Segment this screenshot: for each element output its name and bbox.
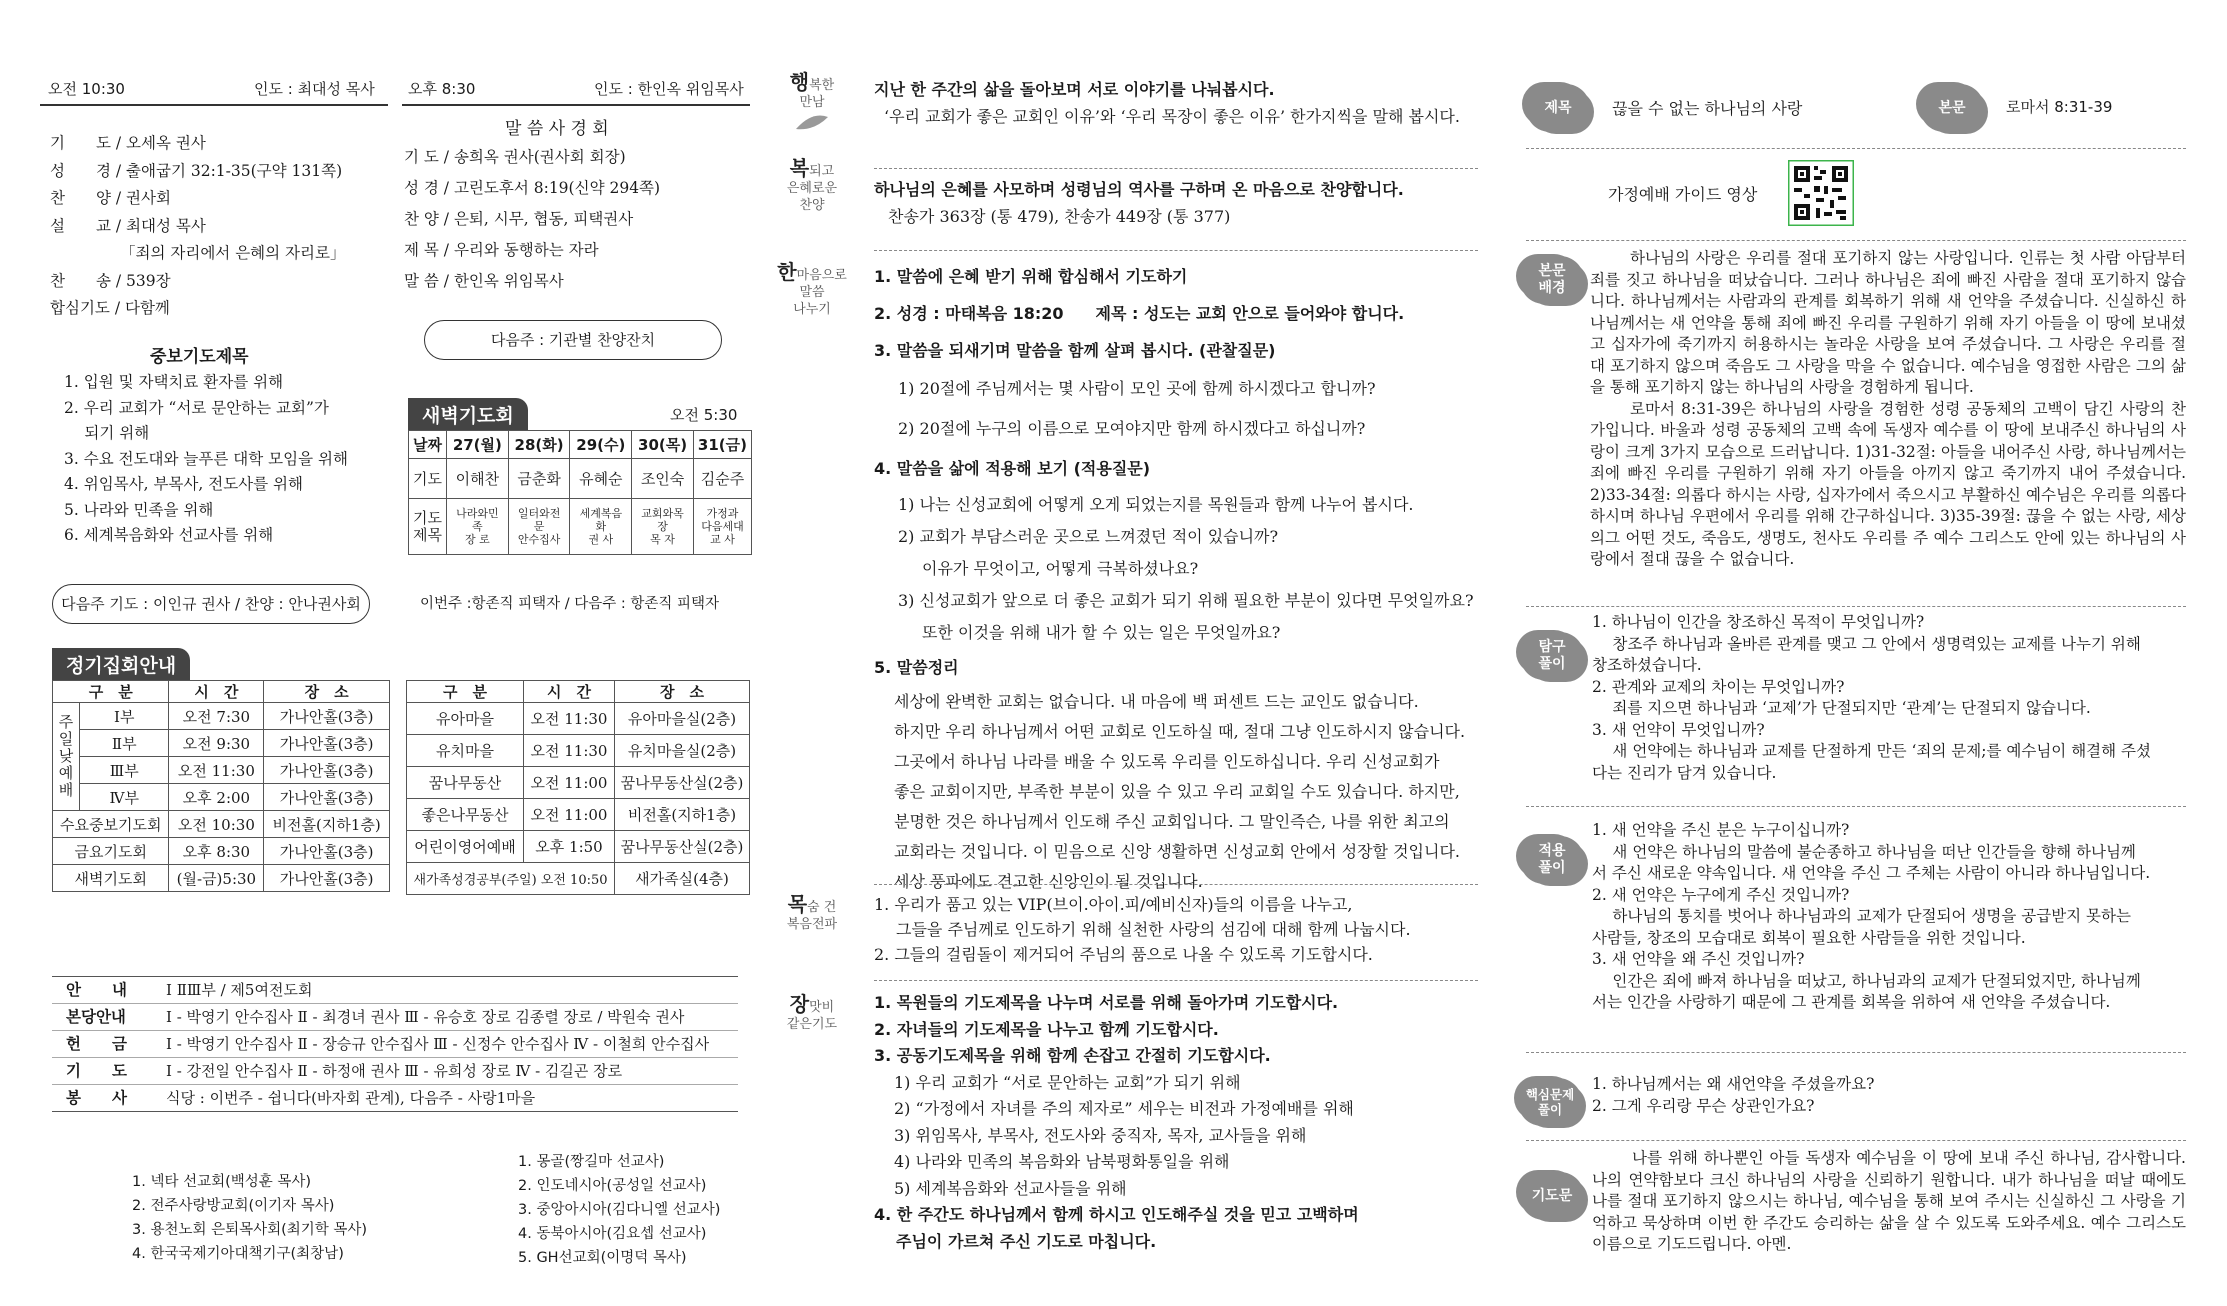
- table-header: 30(목): [632, 431, 694, 459]
- section-1: [874, 76, 1460, 130]
- label-text: 마음으로: [796, 268, 847, 283]
- table-cell: 세계복음화 권 사: [570, 499, 632, 555]
- next-week-pill-2: 다음주 : 기관별 찬양잔치: [424, 320, 722, 360]
- section-text: 1. 우리가 품고 있는 VIP(브이.아이.피/예비신자)들의 이름을 나누고,: [874, 895, 1353, 914]
- video-label: 가정예배 가이드 영상: [1608, 185, 1758, 204]
- paragraph-line: 죄를 지으면 하나님과 ‘교제’가 단절되지만 ‘관계’는 단절되지 않습니다.: [1592, 699, 2091, 717]
- paragraph: 로마서 8:31-39은 하나님의 사랑을 경험한 성령 공동체의 고백이 담긴 사랑의 찬가입니다. 바울과 성령 공동체의 고백 속에 독생자 예수를 이 땅에 보내주신 하나님의 사랑이 크게 3가지 모습으로 드러납니다. 1)31-32절: 아들을 내어주신 사랑, 하나님께서는 죄에 빠진 우리를 구원하기 위해 자기 아들을 아끼지 않고 죽기까지 내어 주셨습니다. 2)33-34절: 의롭다 하시는 사랑, 십자가에서 죽으시고 부활하신 예수님은 우리를 의롭다 하시며 하나님 우편에서 우리를 위해 간구하십니다. 3)35-39절: 끊을 수 없는 사랑, 세상의그 어떤 것도, 죽음도, 생명도, 천사도 우리를 주 예수 그리스도 안에 있는 하나님의 사랑에서 절대 끊을 수 없습니다.: [1590, 399, 2186, 568]
- table-cell: 비전홀(지하1층): [264, 811, 390, 838]
- table-header: 28(화): [508, 431, 570, 459]
- section-text: 주님이 가르쳐 주신 기도로 마칩니다.: [896, 1231, 1157, 1251]
- divider: [1526, 1140, 2186, 1141]
- list-item: 6. 세계복음화와 선교사를 위해: [64, 526, 274, 544]
- table-header: 31(금): [693, 431, 751, 459]
- section-text: 이유가 무엇이고, 어떻게 극복하셨나요?: [922, 559, 1199, 578]
- section-text: 3. 말씀을 되새기며 말씀을 함께 살펴 봅시다. (관찰질문): [874, 341, 1276, 360]
- list-item: 5. 나라와 민족을 위해: [64, 500, 214, 519]
- label-text: 복한: [809, 78, 835, 93]
- list-item: 2. 인도네시아(공성일 선교사): [518, 1178, 707, 1194]
- section-text: ‘우리 교회가 좋은 교회인 이유’와 ‘우리 목장이 좋은 이유’ 한가지씩을 말해 봅시다.: [884, 107, 1460, 126]
- table-cell: 김순주: [693, 459, 751, 499]
- table-cell: 오전 11:30: [523, 703, 614, 735]
- notice-value: Ⅰ - 박영기 안수집사 Ⅱ - 장승규 안수집사 Ⅲ - 신정수 안수집사 Ⅳ - 이철희 안수집사: [166, 1035, 710, 1053]
- list-item: 되기 위해: [64, 424, 150, 442]
- paragraph-line: 서 주신 새로운 약속입니다. 새 언약을 주신 그 주체는 사람이 아니라 하나님입니다.: [1592, 864, 2151, 882]
- table-cell: 꿈나무동산실(2층): [615, 767, 750, 799]
- paragraph-line: 사람들, 창조의 모습대로 회복이 필요한 사람들을 위한 것입니다.: [1592, 928, 2026, 947]
- list-item: 2. 전주사랑방교회(이기자 목사): [132, 1198, 335, 1214]
- label-char: 장: [789, 992, 810, 1016]
- paragraph-line: 하나님의 통치를 벗어나 하나님과의 교제가 단절되어 생명을 공급받지 못하는: [1592, 907, 2131, 925]
- table-cell: 새가족실(4층): [615, 863, 750, 895]
- section-text: 하나님의 은혜를 사모하며 성령님의 역사를 구하며 온 마음으로 찬양합니다.: [874, 180, 1404, 199]
- prayer-text: 나를 위해 하나뿐인 아들 독생자 예수님을 이 땅에 보내 주신 하나님, 감사합니다. 나의 연약함보다 크신 하나님의 사랑을 신뢰하기 원합니다. 내가 하나님을 떠날 때에도 나를 절대 포기하지 않으시는 하나님, 예수님을 통해 보여 주시는 신실하신 그 사랑을 기억하고 묵상하며 이번 한 주간도 승리하는 삶을 살 수 있도록 도와주세요. 예수 그리스도 이름으로 기도드립니다. 아멘.: [1592, 1149, 2186, 1253]
- order-line: 찬 양 / 권사회: [50, 189, 171, 207]
- paragraph-line: 인간은 죄에 빠져 하나님을 떠났고, 하나님과의 교제가 단절되었지만, 하나님께: [1592, 971, 2141, 990]
- paragraph-line: 서는 인간을 사랑하기 때문에 그 관계를 회복을 위하여 새 언약을 주셨습니다.: [1592, 993, 2111, 1011]
- table-cell: 새가족성경공부(주일) 오전 10:50: [407, 863, 615, 895]
- table-cell: 꿈나무동산: [407, 767, 524, 799]
- order-line: 설 교 / 최대성 목사: [50, 216, 206, 235]
- service2-time: 오후 8:30: [408, 80, 476, 98]
- table-header: 27(월): [446, 431, 508, 459]
- paragraph-line: 1. 하나님이 인간을 창조하신 목적이 무엇입니까?: [1592, 613, 1925, 631]
- divider: [874, 884, 1478, 885]
- notice-label: 안 내: [66, 981, 127, 999]
- list-item: 1. 입원 및 자택치료 환자를 위해: [64, 373, 284, 391]
- label-text: 나누기: [793, 302, 831, 317]
- section-label-happy-meeting: [772, 70, 852, 138]
- section-text: 3) 신성교회가 앞으로 더 좋은 교회가 되기 위해 필요한 부분이 있다면 무엇일까요?: [898, 591, 1474, 610]
- paragraph-line: 2. 그게 우리랑 무슨 상관인가요?: [1592, 1096, 1815, 1115]
- label-char: 목: [787, 892, 808, 916]
- table-header: 날짜: [409, 431, 447, 459]
- paragraph-line: 새 언약은 하나님의 말씀에 불순종하고 하나님을 떠난 인간들을 향해 하나님께: [1592, 842, 2136, 861]
- service1-leader: 인도 : 최대성 목사: [254, 80, 375, 98]
- table-cell: 오후 1:50: [523, 831, 614, 863]
- table-header: 시 간: [169, 681, 264, 703]
- notice-value: 식당 : 이번주 - 쉽니다(바자회 관계), 다음주 - 사랑1마을: [166, 1089, 536, 1107]
- list-item: 4. 위임목사, 부목사, 전도사를 위해: [64, 475, 304, 493]
- section-text: 4. 한 주간도 하나님께서 함께 하시고 인도해주실 것을 믿고 고백하며: [874, 1205, 1359, 1224]
- list-item: 3. 수요 전도대와 늘푸른 대학 모임을 위해: [64, 449, 348, 468]
- section-text: 좋은 교회이지만, 부족한 부분이 있을 수 있고 우리 교회일 수도 있습니다. 하지만,: [894, 782, 1460, 801]
- notice-label: 기 도: [66, 1062, 127, 1080]
- paragraph-line: 2. 새 언약은 누구에게 주신 것입니까?: [1592, 885, 1850, 904]
- section-text: 세상 풍파에도 견고한 신앙인이 될 것입니다.: [894, 872, 1203, 891]
- label-text: 은혜로운: [786, 181, 838, 196]
- label-char: 복: [789, 156, 810, 180]
- order-line: 제 목 / 우리와 동행하는 자라: [404, 241, 599, 259]
- label-text: 만남: [799, 95, 825, 110]
- section-text: 1. 목원들의 기도제목을 나누며 서로를 위해 돌아가며 기도합시다.: [874, 993, 1339, 1012]
- service1-time: 오전 10:30: [48, 80, 125, 98]
- dawn-prayer-tab: 새벽기도회: [408, 398, 528, 431]
- order-line: 기 도 / 오세옥 권사: [50, 134, 206, 152]
- order-line: 기 도 / 송희옥 권사(권사회 회장): [404, 148, 626, 166]
- paragraph-line: 새 언약에는 하나님과 교제를 단절하게 만든 ‘죄의 문제;를 예수님이 해결해 주셨: [1592, 742, 2151, 760]
- divider: [1526, 148, 2186, 149]
- paragraph-line: 2. 관계와 교제의 차이는 무엇입니까?: [1592, 677, 1845, 696]
- section-text: 1) 우리 교회가 “서로 문안하는 교회”가 되기 위해: [894, 1072, 1241, 1092]
- list-item: 4. 한국국제기아대책기구(최창남): [132, 1246, 344, 1262]
- order-line: 합심기도 / 다함께: [50, 299, 170, 317]
- section-text: 하지만 우리 하나님께서 어떤 교회로 인도하실 때, 절대 그냥 인도하시지 않습니다.: [894, 722, 1466, 741]
- table-cell: 비전홀(지하1층): [615, 799, 750, 831]
- section-text: 2) 20절에 누구의 이름으로 모여야지만 함께 하시겠다고 하십니까?: [898, 419, 1366, 438]
- divider: [402, 104, 750, 106]
- table-cell: (월-금)5:30: [169, 865, 264, 892]
- table-cell: 가나안홀(3층): [264, 838, 390, 865]
- next-week-pill-1: 다음주 기도 : 이인규 권사 / 찬양 : 안나권사회: [52, 584, 370, 624]
- prayer-list: [64, 370, 348, 549]
- meeting-tab: 정기집회안내: [52, 648, 190, 681]
- prayer-tag: 기도문: [1520, 1172, 1584, 1220]
- table-cell: 가나안홀(3층): [264, 757, 390, 784]
- section-text: 세상에 완벽한 교회는 없습니다. 내 마음에 백 퍼센트 드는 교인도 없습니다.: [894, 692, 1419, 711]
- service2-leader: 인도 : 한인옥 위임목사: [594, 80, 744, 98]
- order-line: 성 경 / 출애굽기 32:1-35(구약 131쪽): [50, 161, 343, 180]
- table-cell: 오후 2:00: [169, 784, 264, 811]
- table-cell: 유치마을실(2층): [615, 735, 750, 767]
- table-cell: 오후 8:30: [169, 838, 264, 865]
- apply-text: [1592, 820, 2186, 1014]
- list-item: 5. GH선교회(이명덕 목사): [518, 1250, 687, 1266]
- label-text: 같은기도: [786, 1017, 838, 1032]
- order-line: 성 경 / 고린도후서 8:19(신약 294쪽): [404, 179, 661, 197]
- list-item: 4. 동북아시아(김요셉 선교사): [518, 1226, 707, 1242]
- table-cell: Ⅱ부: [80, 730, 169, 757]
- section-label-prayer: [772, 992, 852, 1033]
- section-text: 분명한 것은 하나님께서 인도해 주신 교회입니다. 그 말인즉슨, 나를 위한 최고의: [894, 812, 1450, 831]
- divider: [874, 168, 1478, 169]
- notice-label: 본당안내: [66, 1008, 126, 1026]
- table-cell: 기도 제목: [409, 499, 447, 555]
- notice-value: Ⅰ ⅡⅢ부 / 제5여전도회: [166, 981, 313, 999]
- table-cell: 오전 9:30: [169, 730, 264, 757]
- table-cell: 가정과 다음세대 교 사: [693, 499, 751, 555]
- table-cell: 유아마을: [407, 703, 524, 735]
- section-text: 3. 공동기도제목을 위해 함께 손잡고 간절히 기도합시다.: [874, 1046, 1271, 1065]
- table-header: 시 간: [523, 681, 614, 703]
- order-of-worship-2: [404, 142, 660, 297]
- section-label-word-sharing: [772, 260, 852, 318]
- paragraph-line: 창조주 하나님과 올바른 관계를 맺고 그 안에서 생명력있는 교제를 나누기 위해: [1592, 634, 2141, 653]
- order-line: 말 씀 / 한인옥 위임목사: [404, 272, 564, 290]
- table-cell: 새벽기도회: [53, 865, 169, 892]
- table-cell: 오전 11:30: [169, 757, 264, 784]
- table-cell: 오전 11:00: [523, 767, 614, 799]
- apply-tag: 적용 풀이: [1520, 836, 1584, 884]
- order-of-worship-1: [50, 130, 345, 323]
- table-cell: 유아마을실(2층): [615, 703, 750, 735]
- section-text: 또한 이것을 위해 내가 할 수 있는 일은 무엇일까요?: [922, 623, 1281, 642]
- divider: [874, 250, 1478, 251]
- table-cell: 오전 7:30: [169, 703, 264, 730]
- list-item: 1. 넥타 선교회(백성훈 목사): [132, 1174, 312, 1190]
- notice-value: Ⅰ - 강전일 안수집사 Ⅱ - 하정애 권사 Ⅲ - 유희성 장로 Ⅳ - 김길곤 장로: [166, 1062, 623, 1080]
- sermon-title: 끊을 수 없는 하나님의 사랑: [1612, 99, 1803, 118]
- section-label-gospel: [772, 892, 852, 933]
- section-text: 2) 교회가 부담스러운 곳으로 느껴졌던 적이 있습니까?: [898, 527, 1279, 546]
- table-header: 구 분: [407, 681, 524, 703]
- label-text: 복음전파: [786, 917, 838, 932]
- label-char: 한: [777, 260, 797, 284]
- section-text: 4) 나라와 민족의 복음화와 남북평화통일을 위해: [894, 1152, 1230, 1171]
- table-cell: 주 일 낮 예 배: [53, 703, 80, 811]
- table-cell: Ⅰ부: [80, 703, 169, 730]
- section-text: 1. 말씀에 은혜 받기 위해 합심해서 기도하기: [874, 267, 1188, 286]
- section-3: [874, 258, 1474, 897]
- section-text: 1) 20절에 주님께서는 몇 사람이 모인 곳에 함께 하시겠다고 합니까?: [898, 379, 1376, 398]
- section-text: 2. 자녀들의 기도제목을 나누고 함께 기도합시다.: [874, 1019, 1219, 1039]
- list-item: 3. 중앙아시아(김다니엘 선교사): [518, 1202, 721, 1218]
- section-text: 지난 한 주간의 삶을 돌아보며 서로 이야기를 나눠봅시다.: [874, 80, 1275, 99]
- scripture-ref: 로마서 8:31-39: [2006, 98, 2113, 116]
- table-cell: 좋은나무동산: [407, 799, 524, 831]
- text-tag: 본문: [1920, 84, 1984, 132]
- table-cell: 교회와목장 목 자: [632, 499, 694, 555]
- divider: [40, 104, 388, 106]
- section-4: [874, 892, 1411, 967]
- paragraph-line: 3. 새 언약을 왜 주신 것입니까?: [1592, 950, 1805, 968]
- table-header: 장 소: [615, 681, 750, 703]
- table-header: 29(수): [570, 431, 632, 459]
- section-text: 4. 말씀을 삶에 적용해 보기 (적용질문): [874, 459, 1151, 478]
- table-cell: 이해찬: [446, 459, 508, 499]
- table-cell: 오전 11:00: [523, 799, 614, 831]
- table-cell: 가나안홀(3층): [264, 784, 390, 811]
- table-cell: 수요중보기도회: [53, 811, 169, 838]
- title-tag: 제목: [1526, 84, 1590, 132]
- table-cell: 유치마을: [407, 735, 524, 767]
- table-cell: Ⅲ부: [80, 757, 169, 784]
- section-text: 3) 위임목사, 부목사, 전도사와 중직자, 목자, 교사들을 위해: [894, 1125, 1307, 1145]
- list-item: 2. 우리 교회가 “서로 문안하는 교회”가: [64, 398, 329, 417]
- table-cell: 유혜순: [570, 459, 632, 499]
- section-text: 찬송가 363장 (통 479), 찬송가 449장 (통 377): [888, 207, 1231, 226]
- dawn-prayer-table: [408, 430, 752, 555]
- label-text: 찬양: [799, 198, 825, 213]
- background-text: [1590, 248, 2186, 571]
- order-line: 찬 송 / 539장: [50, 271, 171, 290]
- table-cell: 기도: [409, 459, 447, 499]
- section-text: 2. 성경 : 마태복음 18:20 제목 : 성도는 교회 안으로 들어와야 합니다.: [874, 304, 1405, 323]
- explore-text: [1592, 612, 2186, 784]
- paragraph-line: 창조하셨습니다.: [1592, 656, 1702, 674]
- paragraph: 하나님의 사랑은 우리를 절대 포기하지 않는 사랑입니다. 인류는 첫 사람 아담부터 죄를 짓고 하나님을 떠났습니다. 그러나 하나님은 죄에 빠진 사람을 절대 포기하지 않습니다. 하나님께서는 사람과의 관계를 회복하기 위해 새 언약을 주셨습니다. 신실하신 하나님께서는 새 언약을 통해 죄에 빠진 우리를 구원하기 위해 자기 아들을 이 땅에 보내셨고 십자가에 죽기까지 허용하시는 놀라운 사랑을 보여 주셨습니다. 그 사랑은 우리를 절대 포기하지 않으며 죽음도 그 사랑을 막을 수 없습니다. 예수님을 영접한 사람은 그의 삶을 통해 포기하지 않는 하나님의 사랑을 경험하게 됩니다.: [1590, 249, 2186, 396]
- label-char: 행: [789, 70, 810, 94]
- table-cell: 금춘화: [508, 459, 570, 499]
- notice-label: 헌 금: [66, 1035, 127, 1053]
- section-text: 1) 나는 신성교회에 어떻게 오게 되었는지를 목원들과 함께 나누어 봅시다.: [898, 495, 1414, 514]
- prayer-title: 중보기도제목: [150, 347, 249, 367]
- paragraph-line: 1. 하나님께서는 왜 새언약을 주셨을까요?: [1592, 1075, 1875, 1093]
- list-item: 1. 몽골(짱길마 선교사): [518, 1154, 665, 1170]
- table-cell: 오전 10:30: [169, 811, 264, 838]
- section-text: 2. 그들의 걸림돌이 제거되어 주님의 품으로 나올 수 있도록 기도합시다.: [874, 945, 1373, 964]
- divider: [1526, 806, 2186, 807]
- sermon-title: 「죄의 자리에서 은혜의 자리로」: [120, 244, 346, 262]
- background-tag: 본문 배경: [1520, 256, 1584, 304]
- table-cell: 가나안홀(3층): [264, 703, 390, 730]
- table-cell: 오전 11:30: [523, 735, 614, 767]
- table-cell: 조인숙: [632, 459, 694, 499]
- section-text: 2) “가정에서 자녀를 주의 제자로” 세우는 비전과 가정예배를 위해: [894, 1099, 1354, 1118]
- section-5: [874, 990, 1359, 1255]
- table-cell: 가나안홀(3층): [264, 730, 390, 757]
- table-cell: 나라와민족 장 로: [446, 499, 508, 555]
- missions-right: [518, 1150, 720, 1270]
- label-text: 되고: [809, 164, 835, 179]
- table-cell: 꿈나무동산실(2층): [615, 831, 750, 863]
- table-cell: Ⅳ부: [80, 784, 169, 811]
- table-cell: 어린이영어예배: [407, 831, 524, 863]
- table-cell: 금요기도회: [53, 838, 169, 865]
- table-cell: 가나안홀(3층): [264, 865, 390, 892]
- section-text: 5. 말씀정리: [874, 658, 959, 677]
- label-text: 숨 건: [807, 900, 837, 915]
- divider: [1526, 240, 2186, 241]
- meeting-table-left: [52, 680, 390, 892]
- notices: [52, 976, 738, 1112]
- section-text: 그곳에서 하나님 나라를 배울 수 있도록 우리를 인도하십니다. 우리 신성교회가: [894, 752, 1440, 771]
- paragraph-line: 1. 새 언약을 주신 분은 누구이십니까?: [1592, 821, 1850, 839]
- divider: [874, 980, 1478, 981]
- notice-label: 봉 사: [66, 1089, 127, 1107]
- table-header: 구 분: [53, 681, 169, 703]
- section-text: 5) 세계복음화와 선교사들을 위해: [894, 1178, 1127, 1198]
- divider: [1526, 606, 2186, 607]
- meeting-table-right: [406, 680, 750, 895]
- label-text: 맛비: [809, 1000, 835, 1015]
- paragraph-line: 3. 새 언약이 무엇입니까?: [1592, 720, 1765, 739]
- paragraph-line: 다는 진리가 담겨 있습니다.: [1592, 763, 1777, 782]
- label-text: 말씀: [799, 285, 825, 300]
- divider: [1526, 1052, 2186, 1053]
- notice-value: Ⅰ - 박영기 안수집사 Ⅱ - 최경녀 권사 Ⅲ - 유승호 장로 김종렬 장로 / 박원숙 권사: [166, 1008, 685, 1026]
- explore-tag: 탐구 풀이: [1520, 632, 1584, 680]
- section-text: 교회라는 것입니다. 이 믿음으로 신앙 생활하면 신성교회 안에서 성장할 것입니다.: [894, 842, 1460, 861]
- dawn-footer: 이번주 :항존직 피택자 / 다음주 : 항존직 피택자: [420, 596, 720, 612]
- section-2: [874, 176, 1404, 230]
- order-line: 찬 양 / 은퇴, 시무, 협동, 피택권사: [404, 210, 634, 228]
- table-cell: 일터와전문 안수집사: [508, 499, 570, 555]
- dawn-prayer-time: 오전 5:30: [670, 406, 738, 424]
- leaf-icon: [792, 111, 832, 133]
- qr-code-icon[interactable]: [1788, 160, 1854, 226]
- core-tag: 핵심문제 풀이: [1518, 1078, 1582, 1126]
- missions-left: [132, 1170, 367, 1266]
- order2-title: 말 씀 사 경 회: [505, 119, 609, 139]
- list-item: 3. 용천노회 은퇴목사회(최기학 목사): [132, 1222, 368, 1238]
- table-header: 장 소: [264, 681, 390, 703]
- core-text: [1592, 1074, 2186, 1117]
- section-label-blessed-praise: [772, 156, 852, 214]
- section-text: 그들을 주님께로 인도하기 위해 실천한 사랑의 섬김에 대해 함께 나눕시다.: [896, 920, 1411, 939]
